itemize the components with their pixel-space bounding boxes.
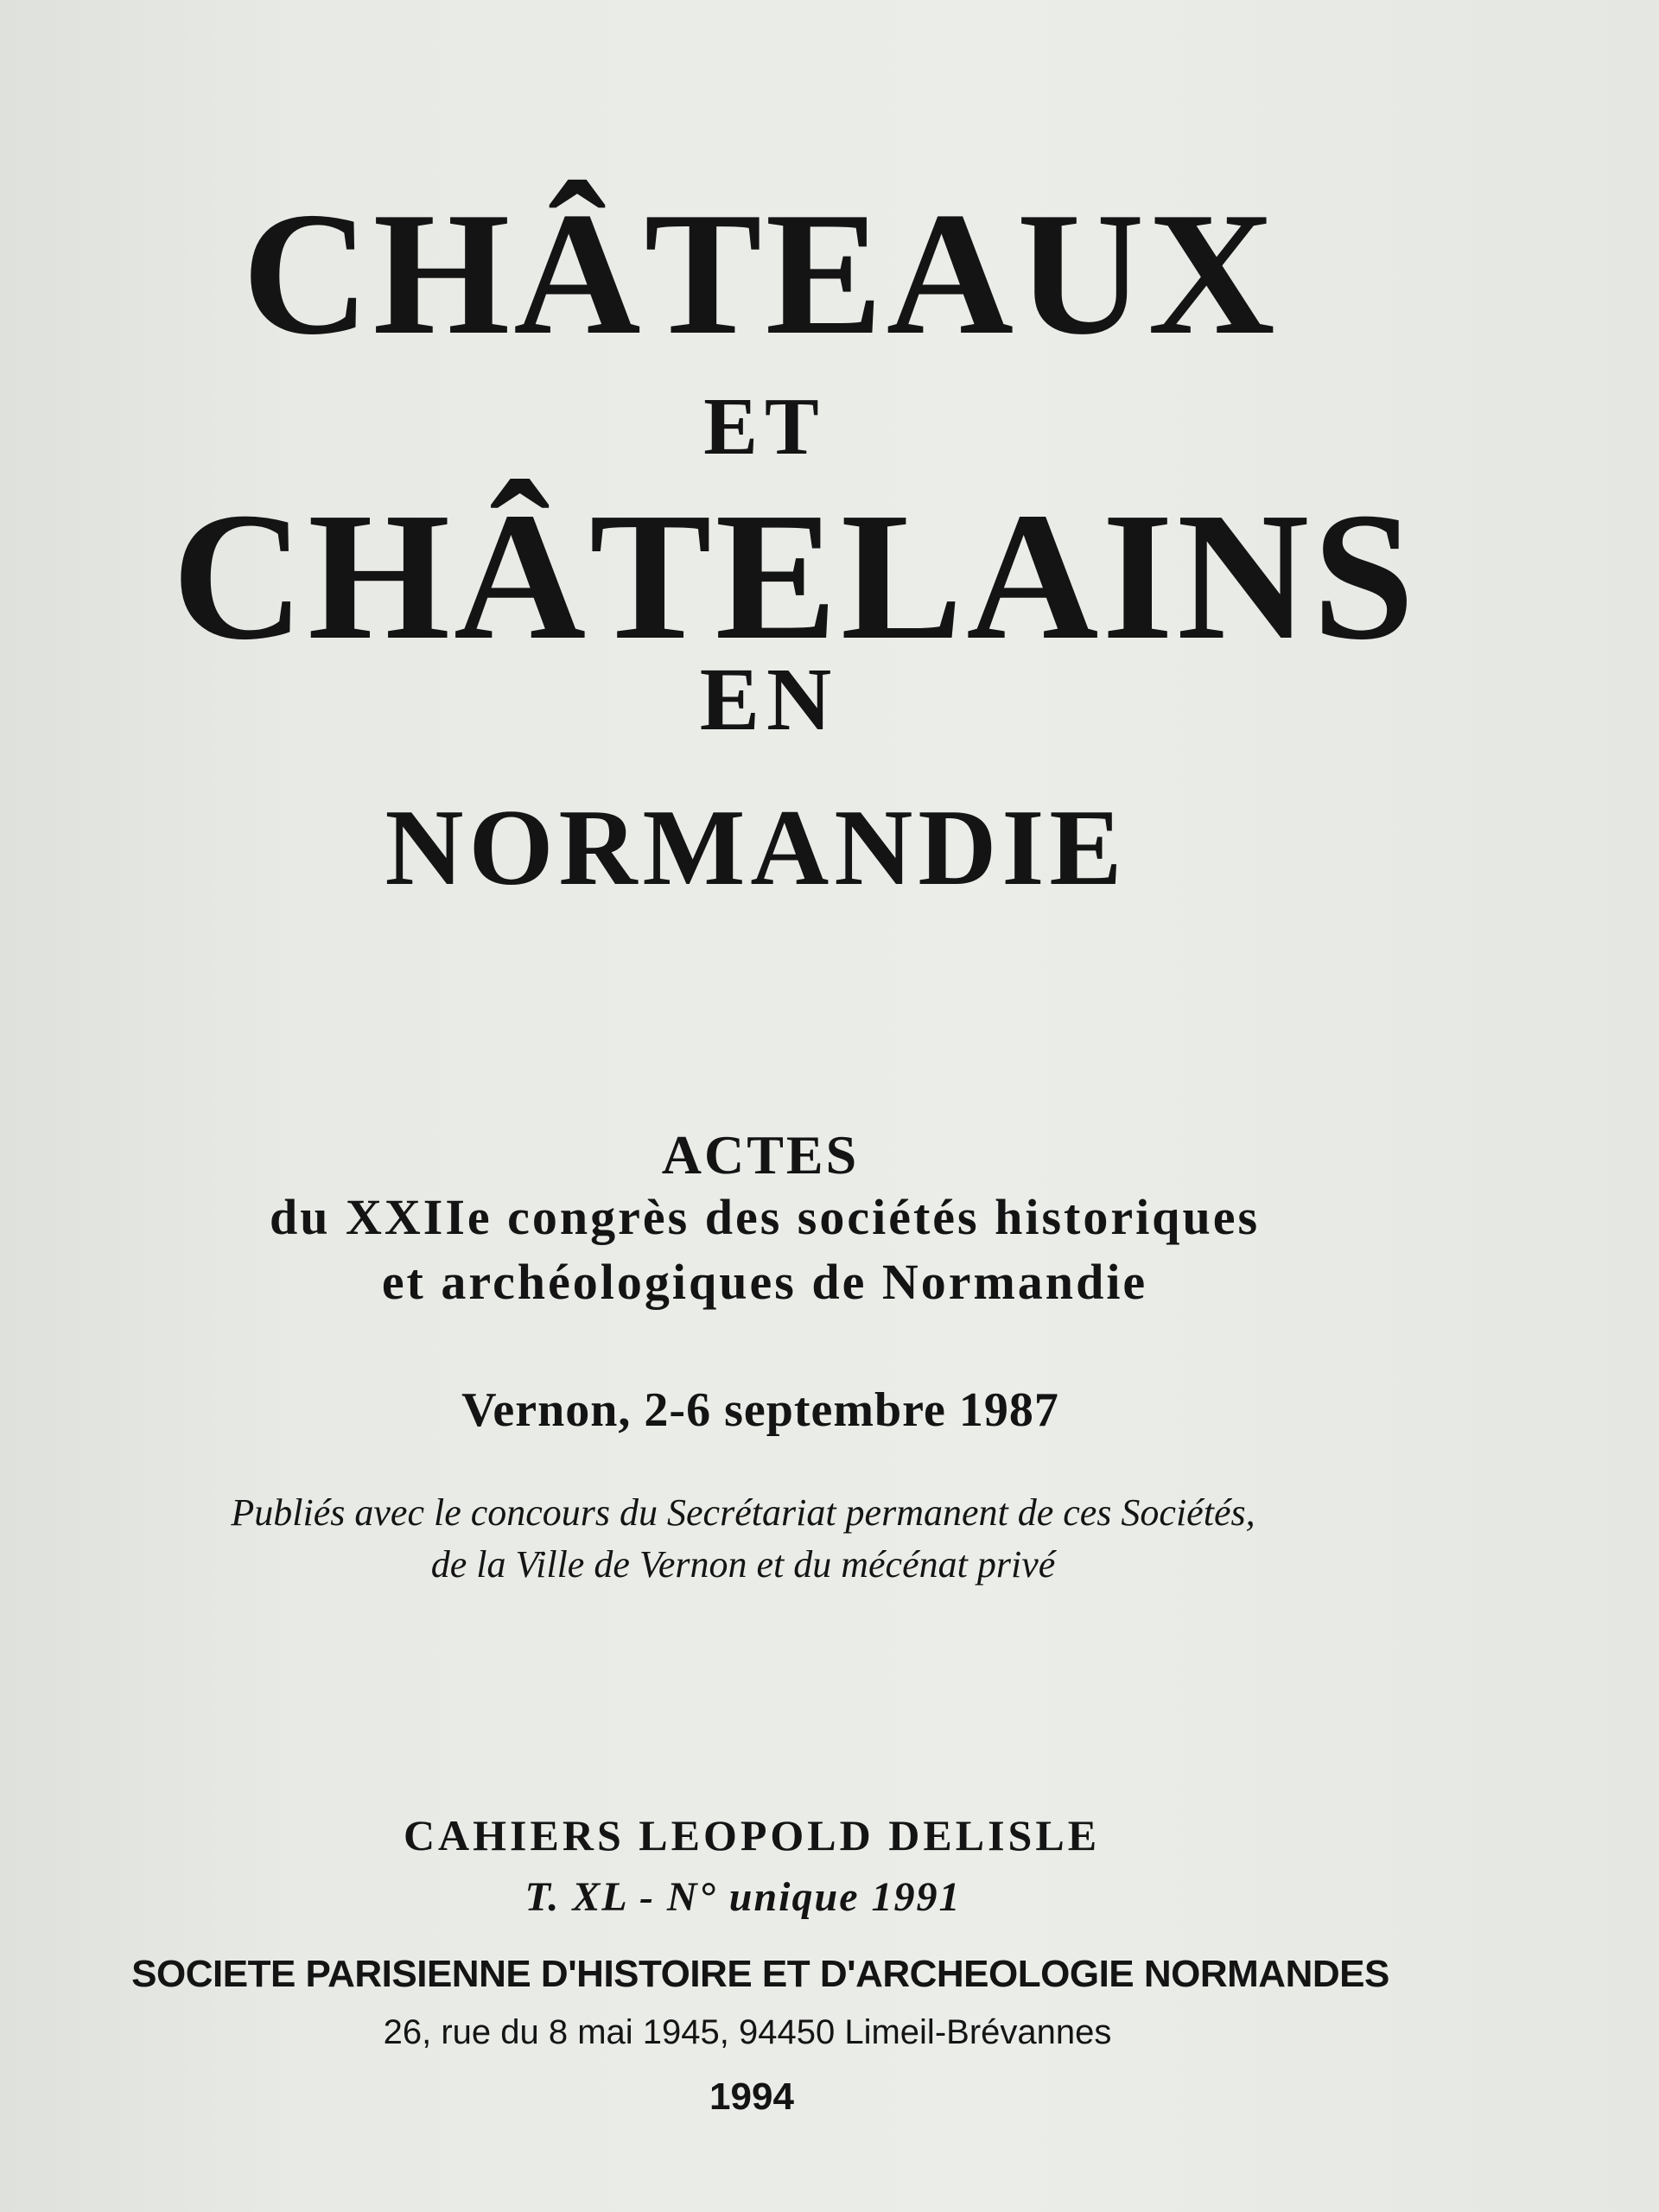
- title-line-en: EN: [699, 650, 839, 749]
- title-line-et: ET: [703, 382, 826, 472]
- title-line-chatelains: CHÂTELAINS: [172, 474, 1418, 677]
- congress-place-date: Vernon, 2-6 septembre 1987: [461, 1383, 1059, 1437]
- series-volume: T. XL - N° unique 1991: [524, 1874, 962, 1920]
- title-line-chateaux: CHÂTEAUX: [242, 176, 1279, 372]
- congress-subtitle-line-1: du XXIIe congrès des sociétés historiques: [269, 1189, 1261, 1245]
- published-note-line-1: Publiés avec le concours du Secrétariat permanent de ces Sociétés,: [231, 1491, 1255, 1534]
- congress-subtitle-line-2: et archéologiques de Normandie: [381, 1254, 1148, 1310]
- series-name: CAHIERS LEOPOLD DELISLE: [403, 1811, 1101, 1859]
- publisher-address: 26, rue du 8 mai 1945, 94450 Limeil-Brévannes: [383, 2013, 1112, 2051]
- publisher-name: SOCIETE PARISIENNE D'HISTOIRE ET D'ARCHEOLOGIE NORMANDES: [131, 1953, 1389, 1995]
- title-line-normandie: NORMANDIE: [385, 788, 1128, 908]
- actes-heading: ACTES: [661, 1124, 860, 1185]
- publication-year: 1994: [709, 2075, 794, 2118]
- published-note-line-2: de la Ville de Vernon et du mécénat privé: [430, 1543, 1056, 1586]
